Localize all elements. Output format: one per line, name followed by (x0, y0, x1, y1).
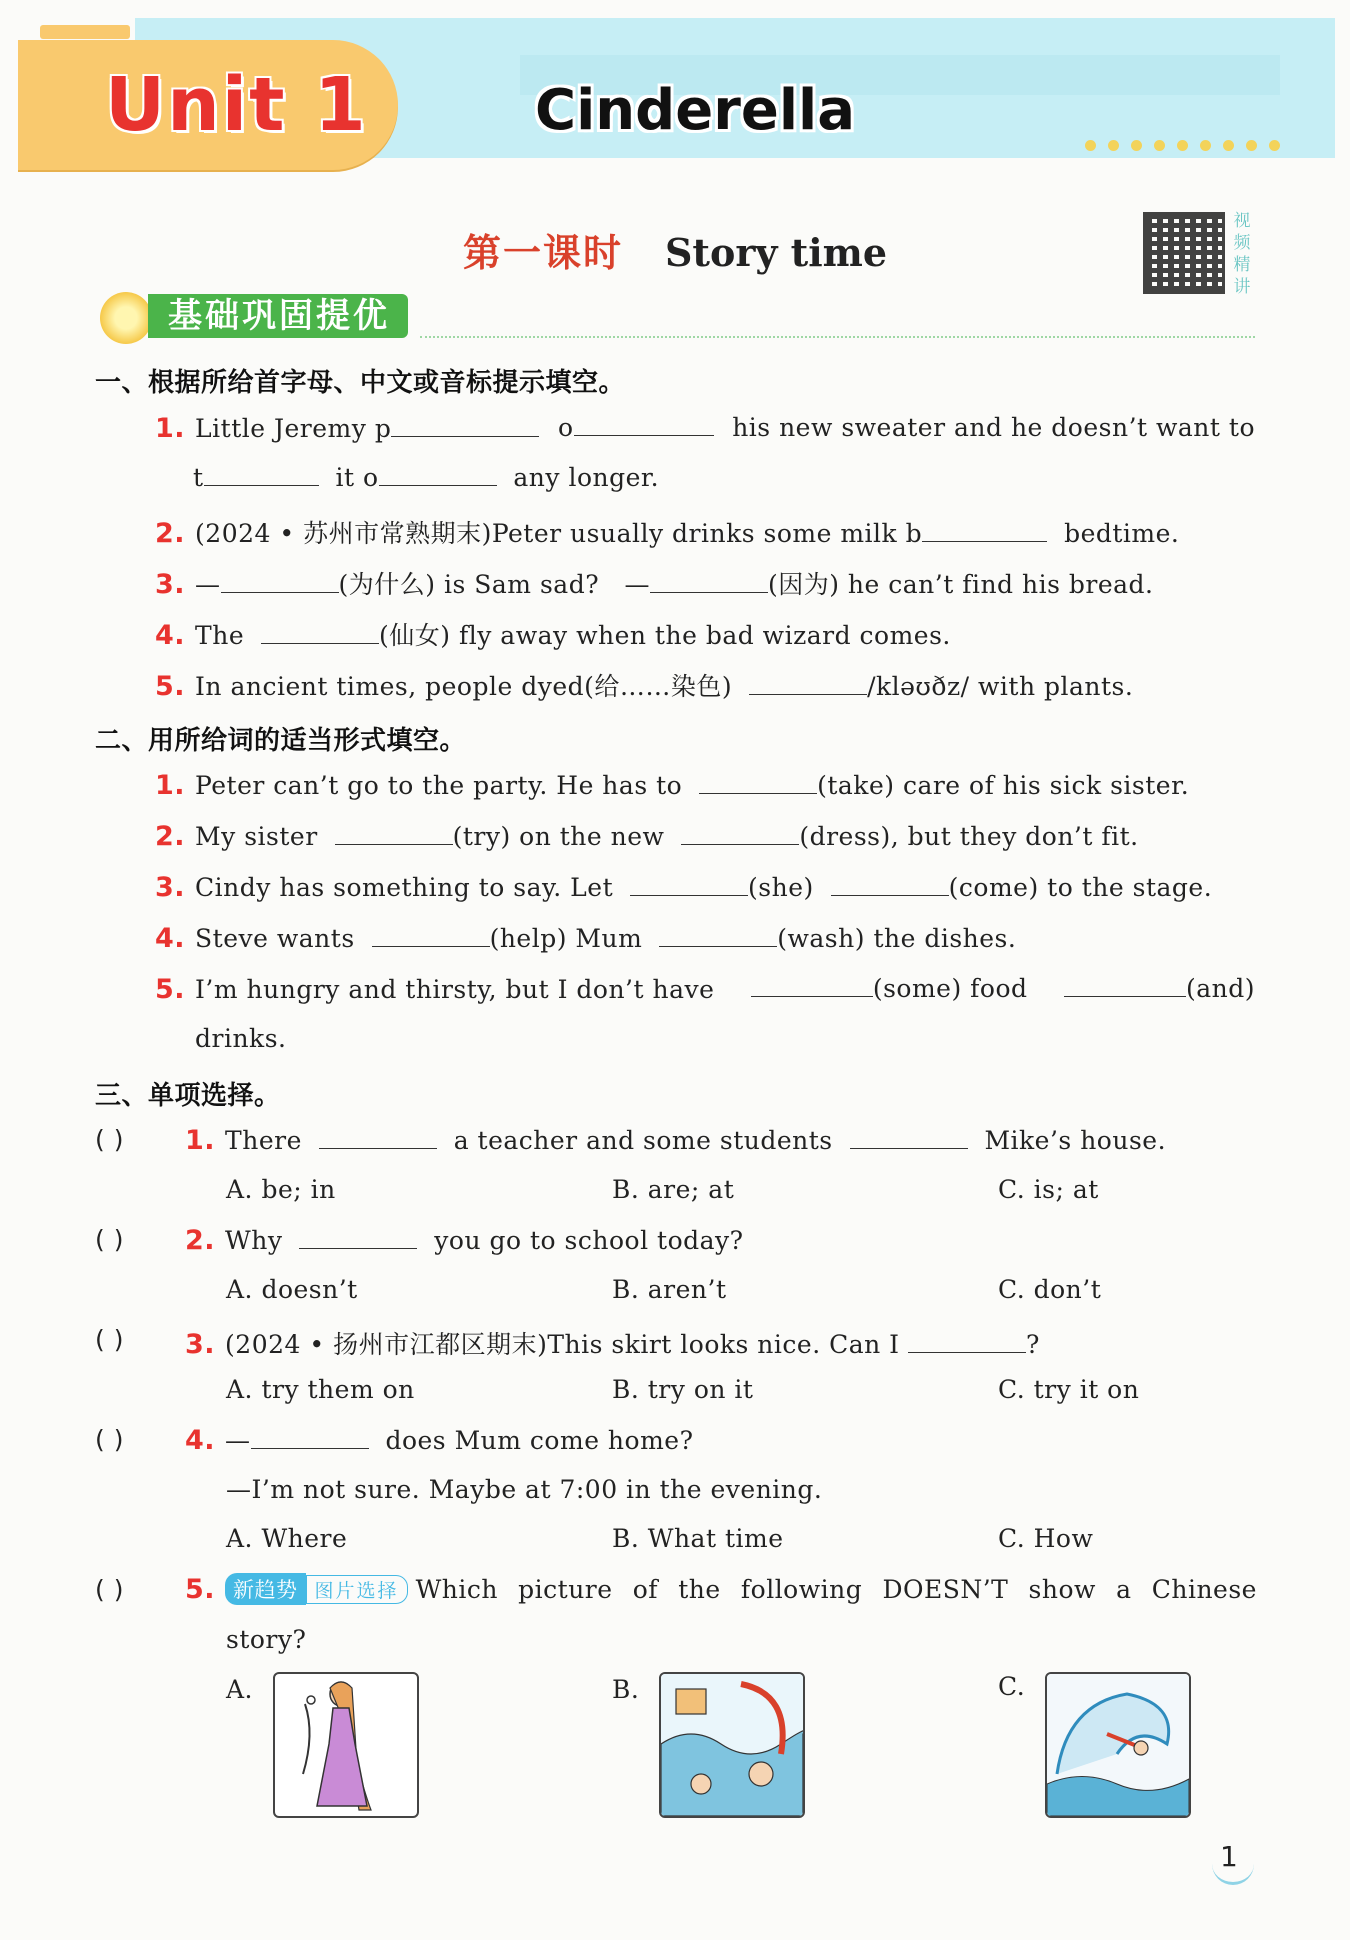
answer-blank[interactable] (749, 672, 867, 695)
answer-paren[interactable]: ( ) (95, 1575, 124, 1604)
s1-item-1: 1. Little Jeremy p o his new sweater and he doesn’t want to (155, 413, 1255, 444)
answer-blank[interactable] (299, 1226, 417, 1249)
option-c[interactable]: C. is; at (998, 1175, 1099, 1204)
option-a[interactable]: A. doesn’t (226, 1275, 358, 1304)
answer-blank[interactable] (650, 570, 768, 593)
answer-blank[interactable] (319, 1126, 437, 1149)
s1-item-1-cont: t it o any longer. (193, 463, 660, 492)
unit-tab-decoration (40, 25, 130, 39)
s3-q3: 3. (2024 • 扬州市江都区期末)This skirt looks nice. Can I ? (185, 1329, 1040, 1360)
option-b[interactable]: B. are; at (612, 1175, 735, 1204)
s1-item-2: 2. (2024 • 苏州市常熟期末)Peter usually drinks some milk b bedtime. (155, 518, 1180, 549)
answer-paren[interactable]: ( ) (95, 1425, 124, 1454)
section3-heading: 三、单项选择。 (95, 1081, 281, 1111)
answer-blank[interactable] (699, 771, 817, 794)
page-number: 1 (1220, 1840, 1238, 1873)
option-a[interactable]: A. try them on (226, 1375, 415, 1404)
s1-item-5: 5. In ancient times, people dyed(给……染色) /kləʊðz/ with plants. (155, 671, 1134, 702)
answer-blank[interactable] (261, 621, 379, 644)
s3-q4-answer: —I’m not sure. Maybe at 7:00 in the evening. (226, 1475, 823, 1504)
answer-paren[interactable]: ( ) (95, 1325, 124, 1354)
divider (420, 336, 1255, 338)
story-title: Cinderella (535, 78, 856, 143)
page-number-decoration (1212, 1852, 1254, 1885)
s2-item-1: 1. Peter can’t go to the party. He has to (take) care of his sick sister. (155, 770, 1190, 801)
section-badge: 基础巩固提优 (148, 294, 408, 338)
option-b[interactable]: B. try on it (612, 1375, 754, 1404)
answer-paren[interactable]: ( ) (95, 1225, 124, 1254)
s3-q5-cont: story? (226, 1625, 307, 1654)
s3-q2: 2. Why you go to school today? (185, 1225, 744, 1256)
s2-item-4: 4. Steve wants (help) Mum (wash) the dishes. (155, 923, 1017, 954)
qr-label: 视 频 精 讲 (1233, 211, 1251, 297)
lesson-title-en: Story time (664, 230, 888, 275)
answer-blank[interactable] (908, 1330, 1026, 1353)
answer-blank[interactable] (659, 924, 777, 947)
picture-c-wave-scene[interactable] (1045, 1672, 1191, 1818)
option-c[interactable]: C. (998, 1672, 1026, 1701)
picture-b-sea-scene[interactable] (659, 1672, 805, 1818)
answer-blank[interactable] (831, 873, 949, 896)
new-trend-tag: 新趋势 (225, 1573, 306, 1605)
option-a[interactable]: A. be; in (226, 1175, 336, 1204)
answer-blank[interactable] (251, 1426, 369, 1449)
option-b[interactable]: B. aren’t (612, 1275, 727, 1304)
answer-blank[interactable] (372, 924, 490, 947)
picture-choice-tag: 图片选择 (306, 1575, 408, 1604)
answer-blank[interactable] (1064, 974, 1186, 997)
picture-a-princess[interactable] (273, 1672, 419, 1818)
answer-blank[interactable] (630, 873, 748, 896)
answer-blank[interactable] (922, 519, 1047, 542)
option-b[interactable]: B. (612, 1675, 640, 1704)
option-a[interactable]: A. Where (226, 1524, 348, 1553)
answer-blank[interactable] (850, 1126, 968, 1149)
unit-title: Unit 1 (105, 62, 368, 148)
qr-code-icon[interactable] (1143, 212, 1225, 294)
s1-item-3: 3. — (为什么) is Sam sad? — (因为) he can’t find his bread. (155, 569, 1154, 600)
option-c[interactable]: C. don’t (998, 1275, 1102, 1304)
s3-q4: 4. — does Mum come home? (185, 1425, 694, 1456)
option-c[interactable]: C. try it on (998, 1375, 1140, 1404)
s3-q1: 1. There a teacher and some students Mike’s house. (185, 1125, 1167, 1156)
s1-item-4: 4. The (仙女) fly away when the bad wizard comes. (155, 620, 951, 651)
decorative-dots (1085, 140, 1280, 151)
answer-blank[interactable] (391, 414, 539, 437)
lightbulb-icon (100, 292, 152, 344)
option-b[interactable]: B. What time (612, 1524, 784, 1553)
section2-heading: 二、用所给词的适当形式填空。 (95, 726, 467, 756)
answer-blank[interactable] (379, 463, 497, 486)
s2-item-5: 5. I’m hungry and thirsty, but I don’t have (some) food (and) (155, 974, 1255, 1005)
lesson-title-cn: 第一课时 (462, 230, 623, 275)
section1-heading: 一、根据所给首字母、中文或音标提示填空。 (95, 368, 626, 398)
answer-blank[interactable] (751, 974, 873, 997)
option-c[interactable]: C. How (998, 1524, 1094, 1553)
answer-blank[interactable] (681, 822, 799, 845)
s2-item-5-cont: drinks. (195, 1024, 287, 1053)
answer-blank[interactable] (221, 570, 339, 593)
answer-paren[interactable]: ( ) (95, 1125, 124, 1154)
answer-blank[interactable] (335, 822, 453, 845)
answer-blank[interactable] (204, 463, 319, 486)
s2-item-3: 3. Cindy has something to say. Let (she) (come) to the stage. (155, 872, 1213, 903)
option-a[interactable]: A. (226, 1675, 254, 1704)
s2-item-2: 2. My sister (try) on the new (dress), but they don’t fit. (155, 821, 1139, 852)
answer-blank[interactable] (574, 413, 714, 436)
s3-q5: 5. 新趋势 图片选择 Which picture of the following DOESN’T show a Chinese (185, 1573, 1257, 1605)
